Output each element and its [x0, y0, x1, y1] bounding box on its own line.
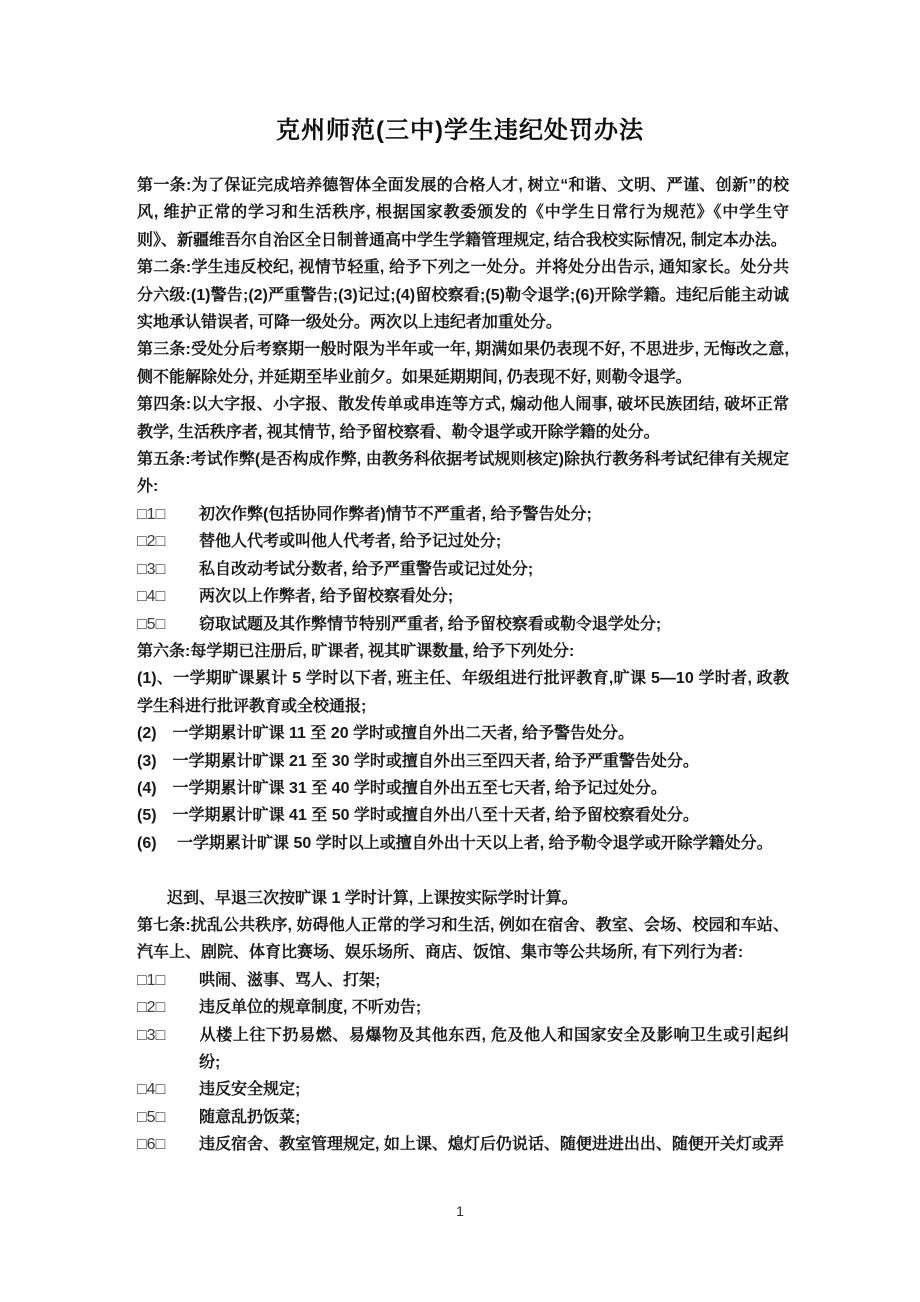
list-item	[137, 583, 789, 610]
paragraph-text: 窃取试题及其作弊情节特别严重者, 给予留校察看或勒令退学处分;	[199, 615, 662, 633]
item-marker: □4□	[137, 588, 166, 606]
paragraph	[137, 775, 789, 802]
item-marker: □1□	[137, 505, 166, 523]
paragraph	[137, 885, 789, 912]
paragraph-text: 违反单位的规章制度, 不听劝告;	[199, 999, 422, 1017]
paragraph-text: 扰乱公共秩序, 妨碍他人正常的学习和生活, 例如在宿舍、教室、会场、校园和车站、汽车上、剧院、体育比赛场、娱乐场所、商店、饭馆、集市等公共场所, 有下列行为者:	[137, 916, 789, 962]
item-marker: □5□	[137, 615, 166, 633]
paragraph-text: 从楼上往下扔易燃、易爆物及其他东西, 危及他人和国家安全及影响卫生或引起纠纷;	[199, 1026, 789, 1071]
list-item	[137, 556, 789, 583]
paragraph-text: (3) 一学期累计旷课 21 至 30 学时或擅自外出三至四天者, 给予严重警告处分。	[137, 752, 699, 770]
article-label: 第三条:	[137, 341, 191, 359]
article-paragraph	[137, 391, 789, 446]
document-title: 克州师范(三中)学生违纪处罚办法	[276, 117, 644, 144]
list-item	[137, 528, 789, 555]
paragraph-text: 随意乱扔饭菜;	[199, 1108, 301, 1126]
article-label: 第七条:	[137, 916, 191, 934]
paragraph-text: 替他人代考或叫他人代考者, 给予记过处分;	[199, 533, 502, 551]
article-label: 第五条:	[137, 451, 191, 469]
paragraph	[137, 748, 789, 775]
list-item	[137, 994, 789, 1021]
paragraph-text: 迟到、早退三次按旷课 1 学时计算, 上课按实际学时计算。	[167, 889, 578, 907]
paragraph	[137, 720, 789, 747]
list-item	[137, 967, 789, 994]
paragraph-text: 每学期已注册后, 旷课者, 视其旷课数量, 给予下列处分:	[190, 642, 575, 660]
list-item	[137, 501, 789, 528]
page-number: 1	[456, 1203, 464, 1219]
paragraph-text: 哄闹、滋事、骂人、打架;	[199, 971, 381, 989]
item-marker: □6□	[137, 1136, 166, 1154]
article-label: 第一条:	[137, 177, 192, 194]
paragraph-text: 违反宿舍、教室管理规定, 如上课、熄灯后仍说话、随便进进出出、随便开关灯或弄	[199, 1136, 784, 1154]
list-item	[137, 1104, 789, 1131]
list-item	[137, 1076, 789, 1103]
paragraph-text: 违反安全规定;	[199, 1081, 301, 1099]
list-item	[137, 1022, 789, 1077]
article-paragraph	[137, 336, 789, 391]
article-label: 第二条:	[137, 259, 192, 277]
paragraph-text: (4) 一学期累计旷课 31 至 40 学时或擅自外出五至七天者, 给予记过处分。	[137, 779, 667, 797]
paragraph-text: (1)、一学期旷课累计 5 学时以下者, 班主任、年级组进行批评教育,旷课 5—10 学时者, 政教学生科进行批评教育或全校通报;	[137, 670, 789, 715]
article-paragraph	[137, 638, 789, 665]
list-item	[137, 1131, 789, 1158]
paragraph-text: 考试作弊(是否构成作弊, 由教务科依据考试规则核定)除执行教务科考试纪律有关规定外:	[137, 451, 789, 496]
item-marker: □3□	[137, 1026, 166, 1044]
article-label: 第六条:	[137, 642, 191, 660]
article-paragraph	[137, 912, 789, 967]
paragraph-text: (2) 一学期累计旷课 11 至 20 学时或擅自外出二天者, 给予警告处分。	[137, 725, 634, 743]
paragraph-text: 初次作弊(包括协同作弊者)情节不严重者, 给予警告处分;	[199, 505, 592, 523]
document-body	[137, 172, 789, 1159]
item-marker: □5□	[137, 1108, 166, 1126]
paragraph-text: 受处分后考察期一般时限为半年或一年, 期满如果仍表现不好, 不思进步, 无悔改之意, 侧不能解除处分, 并延期至毕业前夕。如果延期期间, 仍表现不好, 则勒令退学。	[137, 341, 789, 386]
paragraph-text: (6) 一学期累计旷课 50 学时以上或擅自外出十天以上者, 给予勒令退学或开除学籍处分。	[137, 834, 773, 852]
paragraph	[137, 830, 789, 857]
item-marker: □3□	[137, 560, 166, 578]
item-marker: □1□	[137, 971, 166, 989]
paragraph-text: 私自改动考试分数者, 给予严重警告或记过处分;	[199, 560, 534, 578]
paragraph-text: 学生违反校纪, 视情节轻重, 给予下列之一处分。并将处分出告示, 通知家长。处分共分六级:(1)警告;(2)严重警告;(3)记过;(4)留校察看;(5)勒令退学;(6)开除学籍。违纪后能主动诚实地承认错误者, 可降一级处分。两次以上违纪者加重处分。	[137, 259, 789, 332]
paragraph-text: 以大字报、小字报、散发传单或串连等方式, 煽动他人闹事, 破坏民族团结, 破坏正常教学, 生活秩序者, 视其情节, 给予留校察看、勒令退学或开除学籍的处分。	[137, 396, 789, 441]
paragraph	[137, 802, 789, 829]
article-paragraph	[137, 254, 789, 336]
paragraph-text: 为了保证完成培养德智体全面发展的合格人才, 树立“和谐、文明、严谨、创新”的校风, 维护正常的学习和生活秩序, 根据国家教委颁发的《中学生日常行为规范》《中学生守则》、新疆维吾尔自治区全日制普通高中学生学籍管理规定, 结合我校实际情况, 制定本办法。	[137, 177, 789, 249]
paragraph	[137, 665, 789, 720]
article-label: 第四条:	[137, 396, 192, 414]
item-marker: □4□	[137, 1081, 166, 1099]
paragraph-text: 两次以上作弊者, 给予留校察看处分;	[199, 588, 454, 606]
item-marker: □2□	[137, 999, 166, 1017]
item-marker: □2□	[137, 533, 166, 551]
article-paragraph	[137, 446, 789, 501]
blank-line	[137, 857, 789, 884]
article-paragraph	[137, 172, 789, 254]
list-item	[137, 611, 789, 638]
paragraph-text: (5) 一学期累计旷课 41 至 50 学时或擅自外出八至十天者, 给予留校察看处分。	[137, 807, 699, 825]
